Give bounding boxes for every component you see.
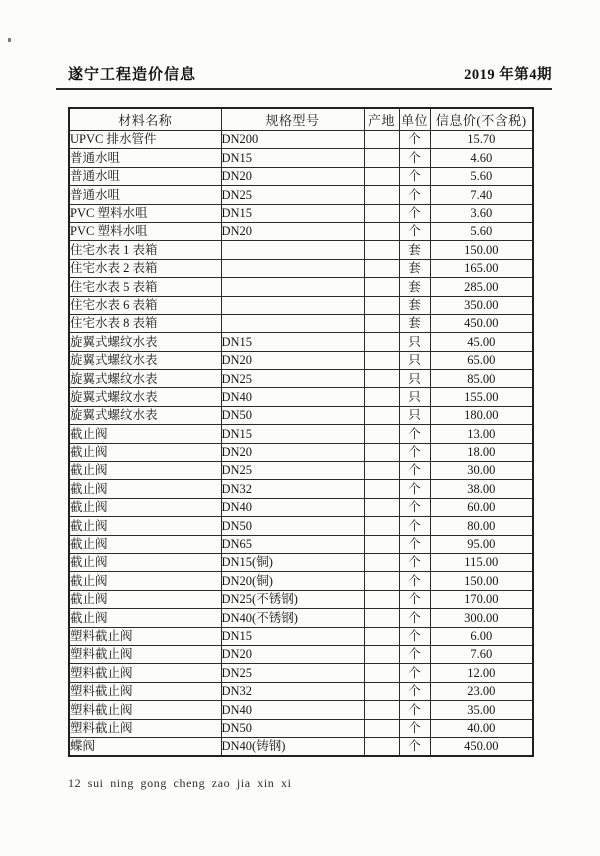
table-row	[69, 388, 533, 406]
table-row	[69, 425, 533, 443]
cell-price: 30.00	[430, 462, 533, 480]
table-row	[69, 664, 533, 682]
table-row	[69, 572, 533, 590]
cell-name: 旋翼式螺纹水表	[69, 351, 221, 369]
cell-origin	[364, 351, 399, 369]
column-header-price-excl-tax: 信息价(不含税)	[430, 108, 533, 131]
cell-spec: DN40	[221, 498, 364, 516]
cell-spec: DN25	[221, 664, 364, 682]
cell-origin	[364, 443, 399, 461]
table-header-row	[69, 108, 533, 131]
cell-origin	[364, 388, 399, 406]
cell-name: 截止阀	[69, 572, 221, 590]
cell-price: 165.00	[430, 259, 533, 277]
cell-unit: 个	[399, 462, 430, 480]
cell-name: 普通水咀	[69, 186, 221, 204]
table-row	[69, 498, 533, 516]
cell-unit: 套	[399, 241, 430, 259]
cell-price: 150.00	[430, 241, 533, 259]
header-rule	[56, 88, 552, 90]
cell-unit: 个	[399, 664, 430, 682]
table-row	[69, 149, 533, 167]
cell-spec: DN25(不锈钢)	[221, 590, 364, 608]
table-row	[69, 241, 533, 259]
cell-price: 350.00	[430, 296, 533, 314]
price-table	[68, 107, 534, 757]
cell-name: 住宅水表 5 表箱	[69, 278, 221, 296]
cell-origin	[364, 131, 399, 149]
cell-name: 截止阀	[69, 517, 221, 535]
cell-unit: 套	[399, 259, 430, 277]
cell-origin	[364, 278, 399, 296]
cell-name: 塑料截止阀	[69, 719, 221, 737]
cell-price: 4.60	[430, 149, 533, 167]
cell-spec	[221, 314, 364, 332]
table-row	[69, 443, 533, 461]
cell-price: 12.00	[430, 664, 533, 682]
table-row	[69, 351, 533, 369]
cell-name: 截止阀	[69, 553, 221, 571]
cell-unit: 只	[399, 370, 430, 388]
cell-origin	[364, 480, 399, 498]
cell-price: 23.00	[430, 682, 533, 700]
cell-price: 5.60	[430, 222, 533, 240]
cell-spec: DN20(铜)	[221, 572, 364, 590]
cell-name: 旋翼式螺纹水表	[69, 370, 221, 388]
cell-unit: 个	[399, 131, 430, 149]
cell-origin	[364, 572, 399, 590]
cell-name: UPVC 排水管件	[69, 131, 221, 149]
table-row	[69, 701, 533, 719]
cell-origin	[364, 609, 399, 627]
cell-unit: 个	[399, 517, 430, 535]
cell-price: 180.00	[430, 406, 533, 424]
cell-name: 住宅水表 1 表箱	[69, 241, 221, 259]
cell-price: 285.00	[430, 278, 533, 296]
cell-origin	[364, 186, 399, 204]
table-row	[69, 296, 533, 314]
cell-name: 截止阀	[69, 443, 221, 461]
cell-origin	[364, 701, 399, 719]
cell-price: 80.00	[430, 517, 533, 535]
cell-spec: DN20	[221, 443, 364, 461]
table-row	[69, 186, 533, 204]
cell-unit: 个	[399, 682, 430, 700]
issue-label: 2019 年第4期	[464, 67, 552, 83]
cell-spec: DN200	[221, 131, 364, 149]
cell-unit: 个	[399, 425, 430, 443]
price-table-head	[69, 108, 533, 131]
cell-spec: DN15	[221, 149, 364, 167]
cell-spec: DN50	[221, 719, 364, 737]
cell-price: 85.00	[430, 370, 533, 388]
cell-spec: DN15	[221, 627, 364, 645]
cell-price: 65.00	[430, 351, 533, 369]
cell-name: PVC 塑料水咀	[69, 204, 221, 222]
cell-spec: DN40(铸钢)	[221, 737, 364, 756]
cell-spec: DN15	[221, 333, 364, 351]
cell-origin	[364, 241, 399, 259]
cell-price: 60.00	[430, 498, 533, 516]
table-row	[69, 682, 533, 700]
cell-price: 7.60	[430, 645, 533, 663]
cell-unit: 个	[399, 222, 430, 240]
cell-price: 38.00	[430, 480, 533, 498]
cell-unit: 只	[399, 333, 430, 351]
cell-unit: 个	[399, 590, 430, 608]
cell-origin	[364, 645, 399, 663]
cell-spec: DN40(不锈钢)	[221, 609, 364, 627]
cell-unit: 个	[399, 719, 430, 737]
cell-spec: DN20	[221, 167, 364, 185]
cell-name: 普通水咀	[69, 149, 221, 167]
cell-name: 旋翼式螺纹水表	[69, 388, 221, 406]
cell-unit: 只	[399, 351, 430, 369]
cell-origin	[364, 517, 399, 535]
cell-unit: 只	[399, 406, 430, 424]
cell-name: 截止阀	[69, 609, 221, 627]
cell-spec	[221, 241, 364, 259]
cell-unit: 个	[399, 204, 430, 222]
cell-name: 截止阀	[69, 535, 221, 553]
cell-price: 450.00	[430, 314, 533, 332]
cell-spec: DN32	[221, 480, 364, 498]
cell-origin	[364, 149, 399, 167]
cell-price: 95.00	[430, 535, 533, 553]
cell-unit: 个	[399, 186, 430, 204]
journal-title: 遂宁工程造价信息	[68, 67, 197, 83]
cell-origin	[364, 682, 399, 700]
cell-price: 15.70	[430, 131, 533, 149]
cell-spec: DN25	[221, 186, 364, 204]
page-header	[56, 63, 552, 83]
cell-price: 40.00	[430, 719, 533, 737]
cell-price: 35.00	[430, 701, 533, 719]
cell-spec: DN25	[221, 370, 364, 388]
table-row	[69, 737, 533, 756]
cell-unit: 个	[399, 645, 430, 663]
cell-unit: 套	[399, 314, 430, 332]
cell-origin	[364, 259, 399, 277]
cell-spec: DN20	[221, 222, 364, 240]
cell-name: 旋翼式螺纹水表	[69, 333, 221, 351]
table-row	[69, 167, 533, 185]
table-row	[69, 627, 533, 645]
cell-price: 450.00	[430, 737, 533, 756]
column-header-material-name: 材料名称	[69, 108, 221, 131]
cell-origin	[364, 462, 399, 480]
cell-price: 115.00	[430, 553, 533, 571]
cell-name: 截止阀	[69, 498, 221, 516]
page-footer: 12 sui ning gong cheng zao jia xin xi	[68, 776, 292, 790]
cell-name: 住宅水表 6 表箱	[69, 296, 221, 314]
cell-spec: DN15	[221, 204, 364, 222]
cell-price: 155.00	[430, 388, 533, 406]
cell-origin	[364, 553, 399, 571]
table-row	[69, 131, 533, 149]
cell-origin	[364, 535, 399, 553]
cell-name: 住宅水表 8 表箱	[69, 314, 221, 332]
cell-unit: 个	[399, 609, 430, 627]
cell-spec: DN50	[221, 406, 364, 424]
cell-unit: 个	[399, 443, 430, 461]
table-row	[69, 719, 533, 737]
cell-unit: 个	[399, 627, 430, 645]
cell-name: PVC 塑料水咀	[69, 222, 221, 240]
cell-name: 塑料截止阀	[69, 682, 221, 700]
table-row	[69, 553, 533, 571]
cell-unit: 套	[399, 278, 430, 296]
cell-origin	[364, 627, 399, 645]
column-header-origin: 产地	[364, 108, 399, 131]
table-row	[69, 278, 533, 296]
cell-origin	[364, 222, 399, 240]
cell-origin	[364, 333, 399, 351]
cell-unit: 个	[399, 572, 430, 590]
cell-unit: 只	[399, 388, 430, 406]
cell-spec: DN32	[221, 682, 364, 700]
cell-name: 塑料截止阀	[69, 664, 221, 682]
cell-unit: 套	[399, 296, 430, 314]
cell-unit: 个	[399, 167, 430, 185]
table-row	[69, 462, 533, 480]
cell-spec	[221, 296, 364, 314]
cell-unit: 个	[399, 480, 430, 498]
table-row	[69, 333, 533, 351]
cell-price: 6.00	[430, 627, 533, 645]
cell-unit: 个	[399, 149, 430, 167]
cell-spec: DN40	[221, 388, 364, 406]
cell-price: 18.00	[430, 443, 533, 461]
table-row	[69, 204, 533, 222]
cell-origin	[364, 406, 399, 424]
table-row	[69, 590, 533, 608]
cell-price: 5.60	[430, 167, 533, 185]
cell-origin	[364, 664, 399, 682]
cell-origin	[364, 167, 399, 185]
cell-origin	[364, 296, 399, 314]
cell-spec: DN40	[221, 701, 364, 719]
cell-spec: DN50	[221, 517, 364, 535]
table-row	[69, 609, 533, 627]
cell-spec	[221, 278, 364, 296]
cell-spec	[221, 259, 364, 277]
cell-spec: DN15	[221, 425, 364, 443]
cell-price: 13.00	[430, 425, 533, 443]
cell-unit: 个	[399, 737, 430, 756]
cell-origin	[364, 314, 399, 332]
cell-origin	[364, 719, 399, 737]
table-row	[69, 645, 533, 663]
table-row	[69, 517, 533, 535]
cell-origin	[364, 737, 399, 756]
cell-name: 截止阀	[69, 590, 221, 608]
column-header-spec-model: 规格型号	[221, 108, 364, 131]
cell-price: 150.00	[430, 572, 533, 590]
cell-price: 3.60	[430, 204, 533, 222]
cell-spec: DN20	[221, 645, 364, 663]
table-row	[69, 406, 533, 424]
cell-unit: 个	[399, 701, 430, 719]
cell-price: 300.00	[430, 609, 533, 627]
cell-name: 塑料截止阀	[69, 645, 221, 663]
cell-name: 塑料截止阀	[69, 627, 221, 645]
table-row	[69, 314, 533, 332]
table-row	[69, 535, 533, 553]
price-table-body	[69, 131, 533, 757]
cell-origin	[364, 498, 399, 516]
cell-name: 普通水咀	[69, 167, 221, 185]
table-row	[69, 222, 533, 240]
cell-name: 截止阀	[69, 425, 221, 443]
cell-price: 7.40	[430, 186, 533, 204]
cell-unit: 个	[399, 498, 430, 516]
cell-unit: 个	[399, 535, 430, 553]
scan-speck	[8, 38, 11, 42]
table-row	[69, 370, 533, 388]
cell-unit: 个	[399, 553, 430, 571]
cell-price: 45.00	[430, 333, 533, 351]
cell-name: 截止阀	[69, 480, 221, 498]
cell-price: 170.00	[430, 590, 533, 608]
cell-origin	[364, 370, 399, 388]
cell-origin	[364, 425, 399, 443]
cell-origin	[364, 590, 399, 608]
cell-spec: DN25	[221, 462, 364, 480]
cell-name: 住宅水表 2 表箱	[69, 259, 221, 277]
cell-name: 蝶阀	[69, 737, 221, 756]
cell-spec: DN15(铜)	[221, 553, 364, 571]
cell-name: 截止阀	[69, 462, 221, 480]
table-row	[69, 480, 533, 498]
column-header-unit: 单位	[399, 108, 430, 131]
cell-spec: DN20	[221, 351, 364, 369]
table-row	[69, 259, 533, 277]
cell-name: 塑料截止阀	[69, 701, 221, 719]
cell-origin	[364, 204, 399, 222]
cell-spec: DN65	[221, 535, 364, 553]
cell-name: 旋翼式螺纹水表	[69, 406, 221, 424]
